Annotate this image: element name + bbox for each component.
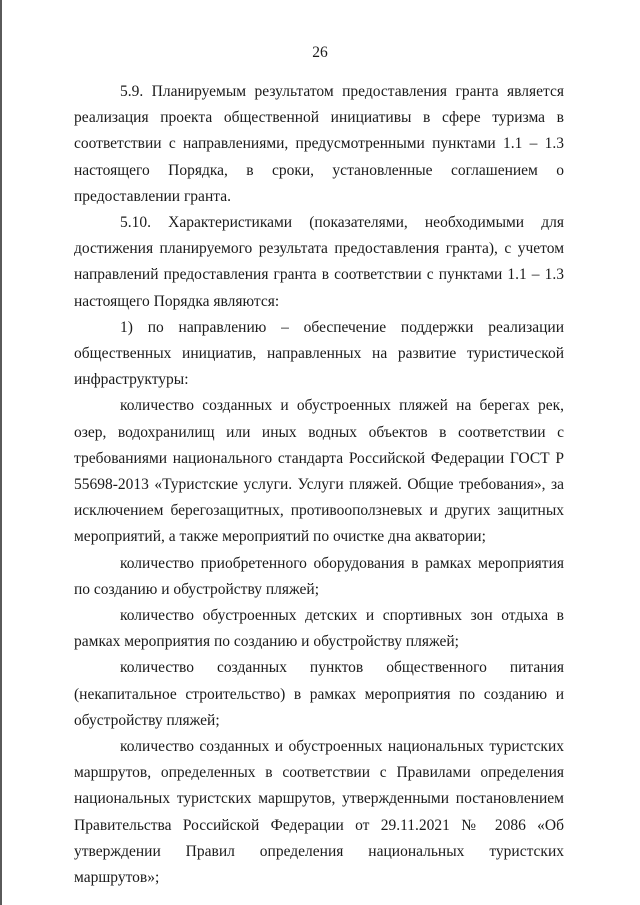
paragraph-equipment-count: количество приобретенного оборудования в рамках мероприятия по созданию и обустройству пляжей;: [74, 554, 564, 598]
paragraph-tourist-routes-count: количество созданных и обустроенных национальных туристских маршрутов, определенных в соответствии с Правилами определения национальных туристских маршрутов, утвержденными постановлением Правительства Российской Федерации от 29.11.2021 № 2086 «Об утверждении Правил определения национальных туристских маршрутов»;: [74, 738, 564, 887]
document-body: [74, 79, 564, 891]
paragraph-catering-points-count: количество созданных пунктов общественного питания (некапитальное строительство) в рамках мероприятия по созданию и обустройству пляжей;: [74, 659, 564, 729]
paragraph-5-10: 5.10. Характеристиками (показателями, необходимыми для достижения планируемого результата предоставления гранта), с учетом направлений предоставления гранта в соответствии с пунктами 1.1 – 1.3 настоящего Порядка являются:: [74, 214, 564, 310]
paragraph-recreation-zones-count: количество обустроенных детских и спортивных зон отдыха в рамках мероприятия по созданию и обустройству пляжей;: [74, 607, 564, 651]
paragraph-5-9: 5.9. Планируемым результатом предоставления гранта является реализация проекта общественной инициативы в сфере туризма в соответствии с направлениями, предусмотренными пунктами 1.1 – 1.3 настоящего Порядка, в сроки, установленные соглашением о предоставлении гранта.: [74, 83, 564, 205]
paragraph-direction-1: 1) по направлению – обеспечение поддержки реализации общественных инициатив, направленных на развитие туристической инфраструктуры:: [74, 318, 564, 389]
page-edge-shadow: [0, 0, 2, 905]
page-number: 26: [312, 44, 328, 61]
paragraph-beaches-count: количество созданных и обустроенных пляжей на берегах рек, озер, водохранилищ или иных водных объектов в соответствии с требованиями национального стандарта Российской Федерации ГОСТ Р 55698-2013 «Туристские услуги. Услуги пляжей. Общие требования», за исключением берегозащитных, противооползневых и других защитных мероприятий, а также мероприятий по очистке дна акватории;: [74, 397, 564, 546]
